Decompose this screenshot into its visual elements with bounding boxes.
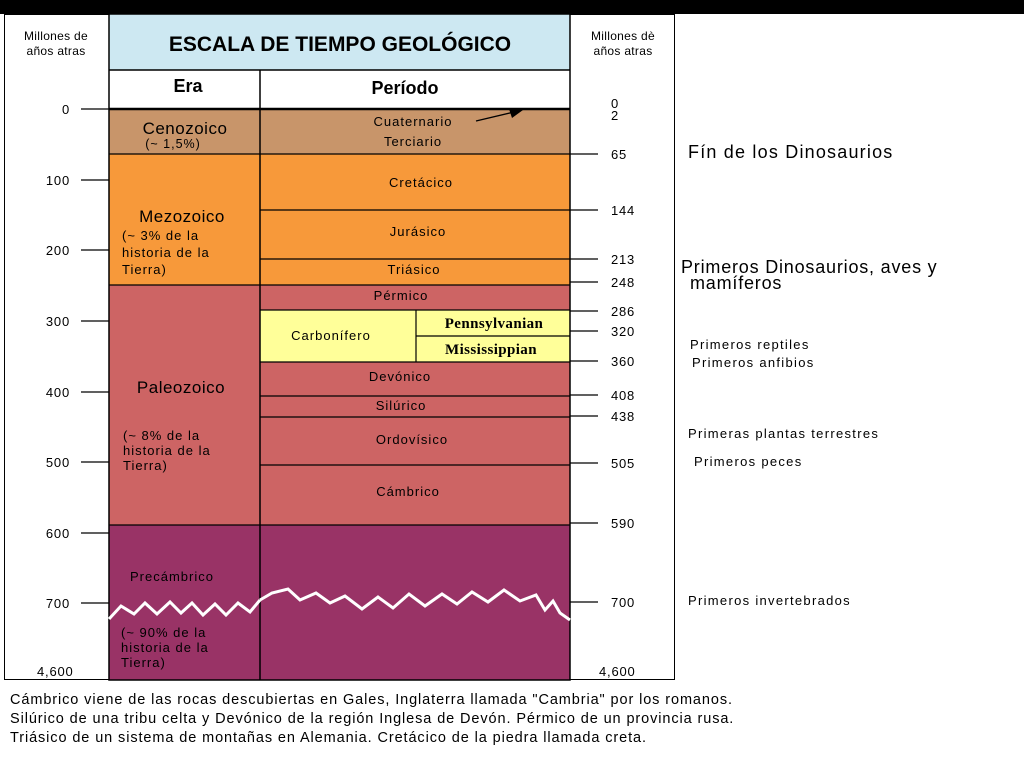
right-tick-label: 286 xyxy=(611,304,636,319)
era-block-precambrico xyxy=(109,525,570,680)
right-tick-label: 408 xyxy=(611,388,636,403)
right-tick-label: 590 xyxy=(611,516,636,531)
right-tick-label: 360 xyxy=(611,354,636,369)
footnote-line-2: Silúrico de una tribu celta y Devónico de la región Inglesa de Devón. Pérmico de un provincia rusa. xyxy=(10,711,735,727)
left-tick-label: 700 xyxy=(45,596,70,611)
right-tick-label: 213 xyxy=(611,252,636,267)
right-tick-label: 4,600 xyxy=(599,664,636,679)
left-tick-label: 4,600 xyxy=(37,664,74,679)
era-note-mezozoico: historia de la xyxy=(122,245,210,260)
era-note-precambrico: (~ 90% de la xyxy=(121,625,207,640)
era-label-paleozoico: Paleozoico xyxy=(136,378,226,397)
right-tick-label: 0 xyxy=(611,96,620,111)
event-primeros-dinosaurios: Primeros Dinosaurios, aves y xyxy=(681,257,938,277)
diagram-title: ESCALA DE TIEMPO GEOLÓGICO xyxy=(168,33,512,56)
footnote-line-1: Cámbrico viene de las rocas descubiertas en Gales, Inglaterra llamada "Cambria" por los romanos. xyxy=(10,692,733,708)
period-label: Cuaternario xyxy=(373,114,453,129)
period-label: Terciario xyxy=(383,134,443,149)
event-primeros-invertebrados: Primeros invertebrados xyxy=(688,593,851,608)
era-label-cenozoico: Cenozoico xyxy=(142,119,228,138)
event-primeros-peces: Primeros peces xyxy=(694,454,803,469)
right-tick-label: 2 xyxy=(611,108,620,123)
left-tick-label: 200 xyxy=(45,243,70,258)
period-label: Ordovísico xyxy=(375,432,449,447)
left-tick-label: 500 xyxy=(45,455,70,470)
era-label-mezozoico: Mezozoico xyxy=(139,207,225,226)
right-tick-label: 700 xyxy=(611,595,636,610)
event-primeros-reptiles: Primeros reptiles xyxy=(690,337,810,352)
era-note-paleozoico: Tierra) xyxy=(123,458,168,473)
period-label: Pérmico xyxy=(373,288,429,303)
era-note-mezozoico: (~ 3% de la xyxy=(122,228,200,243)
era-note-cenozoico: (~ 1,5%) xyxy=(145,137,201,151)
event-primeros-anfibios: Primeros anfibios xyxy=(692,355,815,370)
left-tick-label: 0 xyxy=(61,102,70,117)
period-label-mississippian: Mississippian xyxy=(445,342,537,358)
left-axis-label: Millones de xyxy=(24,29,88,43)
era-note-precambrico: historia de la xyxy=(121,640,209,655)
period-label: Cretácico xyxy=(389,175,453,190)
right-tick-label: 320 xyxy=(611,324,636,339)
right-axis-label: Millones dè xyxy=(591,29,655,43)
period-label-pennsylvanian: Pennsylvanian xyxy=(444,316,544,332)
era-column-header: Era xyxy=(173,76,203,96)
era-label-precambrico: Precámbrico xyxy=(130,569,214,584)
left-tick-label: 100 xyxy=(45,173,70,188)
period-label: Devónico xyxy=(368,369,432,384)
left-tick-label: 300 xyxy=(45,314,70,329)
era-note-paleozoico: (~ 8% de la xyxy=(123,428,201,443)
era-note-paleozoico: historia de la xyxy=(123,443,211,458)
right-tick-label: 505 xyxy=(611,456,636,471)
era-note-mezozoico: Tierra) xyxy=(122,262,167,277)
left-tick-label: 600 xyxy=(45,526,70,541)
right-tick-label: 438 xyxy=(611,409,636,424)
footnote-line-3: Triásico de un sistema de montañas en Alemania. Cretácico de la piedra llamada creta. xyxy=(10,730,647,746)
era-note-precambrico: Tierra) xyxy=(121,655,166,670)
event-primeras-plantas: Primeras plantas terrestres xyxy=(688,426,880,441)
period-label: Cámbrico xyxy=(376,484,440,499)
left-tick-label: 400 xyxy=(45,385,70,400)
period-label: Jurásico xyxy=(389,224,447,239)
event-fin-dinosaurios: Fín de los Dinosaurios xyxy=(688,142,894,162)
period-label: Carbonífero xyxy=(291,328,371,343)
right-tick-label: 144 xyxy=(611,203,636,218)
left-axis-label: años atras xyxy=(26,44,86,58)
right-tick-label: 65 xyxy=(611,147,628,162)
event-mamiferos: mamíferos xyxy=(690,273,783,293)
period-label: Silúrico xyxy=(375,398,427,413)
right-tick-label: 248 xyxy=(611,275,636,290)
right-axis-label: años atras xyxy=(593,44,653,58)
period-column-header: Período xyxy=(371,78,439,98)
period-label: Triásico xyxy=(387,262,441,277)
